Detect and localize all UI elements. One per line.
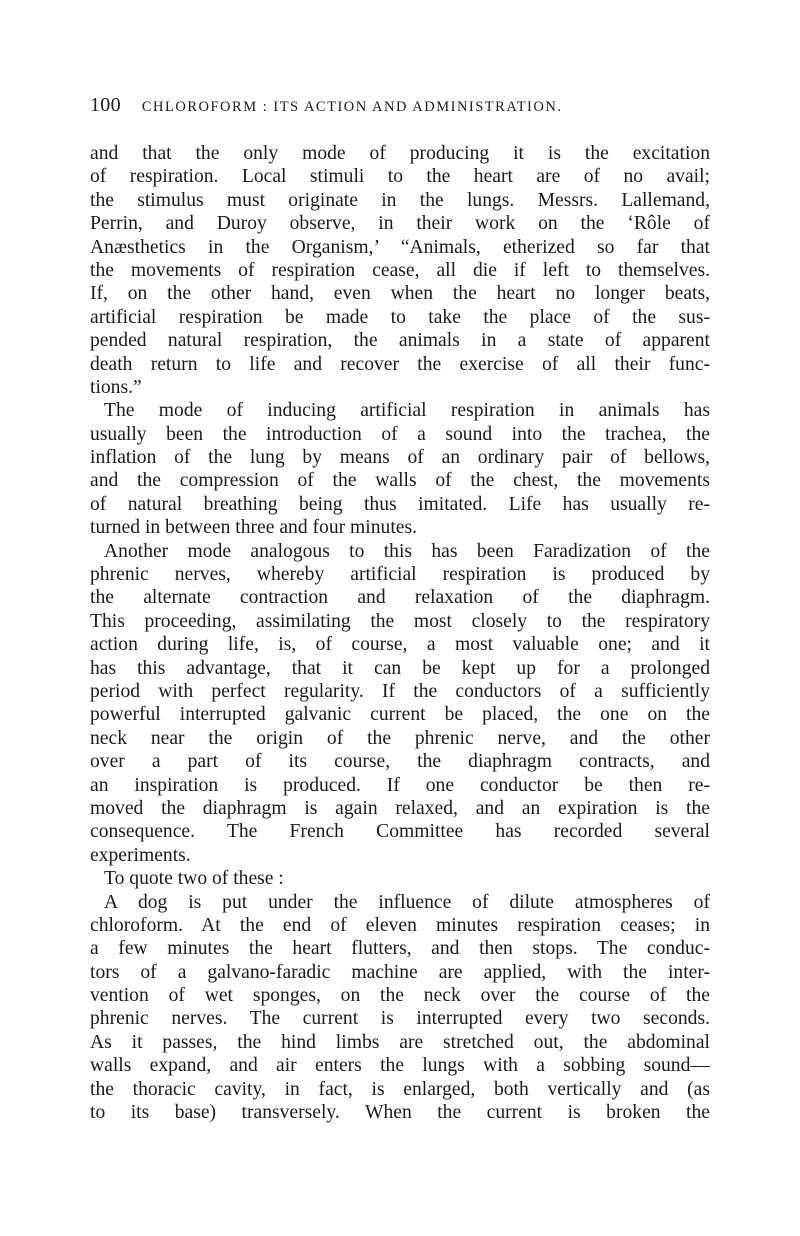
text-line: and that the only mode of producing it is the excitation (90, 143, 710, 164)
text-line: Another mode analogous to this has been Faradization of the (104, 540, 710, 562)
text-line: vention of wet sponges, on the neck over the course of the (90, 985, 710, 1007)
text-line: chloroform. At the end of eleven minutes respiration ceases; in (90, 914, 710, 936)
text-line: neck near the origin of the phrenic nerve, and the other (90, 727, 710, 749)
text-line: and the compression of the walls of the chest, the movements (90, 470, 710, 492)
text-line: experiments. (90, 844, 191, 866)
body-text (90, 142, 710, 1222)
text-line: over a part of its course, the diaphragm contracts, and (90, 751, 710, 773)
text-line: a few minutes the heart flutters, and then stops. The conduc- (90, 938, 710, 960)
text-line: artificial respiration be made to take the place of the sus- (90, 306, 710, 328)
text-line: turned in between three and four minutes. (90, 517, 417, 539)
text-line: walls expand, and air enters the lungs with a sobbing sound— (90, 1055, 710, 1077)
text-line: The mode of inducing artificial respiration in animals has (104, 400, 710, 422)
text-line: action during life, is, of course, a most valuable one; and it (90, 634, 710, 656)
text-line: death return to life and recover the exercise of all their func- (90, 353, 710, 375)
text-line: consequence. The French Committee has recorded several (90, 821, 710, 843)
paragraph-3 (90, 540, 710, 867)
text-line: an inspiration is produced. If one conductor be then re- (90, 774, 710, 796)
text-line: To quote two of these : (104, 868, 284, 890)
text-line: the movements of respiration cease, all die if left to themselves. (90, 259, 710, 281)
text-line: phrenic nerves. The current is interrupted every two seconds. (90, 1008, 710, 1030)
page-number: 100 (90, 94, 121, 116)
text-line: has this advantage, that it can be kept up for a prolonged (90, 657, 710, 679)
text-line: Perrin, and Duroy observe, in their work on the ‘Rôle of (90, 213, 710, 235)
text-line: the alternate contraction and relaxation of the diaphragm. (90, 587, 710, 609)
text-line: phrenic nerves, whereby artificial respiration is produced by (90, 564, 710, 586)
text-line: tors of a galvano-faradic machine are applied, with the inter- (90, 961, 710, 983)
text-line: As it passes, the hind limbs are stretched out, the abdominal (90, 1031, 710, 1053)
text-line: the stimulus must originate in the lungs. Messrs. Lallemand, (90, 189, 710, 211)
text-line: tions.” (90, 376, 142, 398)
text-line: This proceeding, assimilating the most closely to the respiratory (90, 610, 710, 632)
paragraph-1 (90, 142, 710, 399)
text-line: moved the diaphragm is again relaxed, and an expiration is the (90, 797, 710, 819)
text-line: A dog is put under the influence of dilute atmospheres of (104, 891, 710, 913)
text-line: of respiration. Local stimuli to the heart are of no avail; (90, 166, 710, 188)
text-line: inflation of the lung by means of an ordinary pair of bellows, (90, 447, 710, 469)
running-head (90, 92, 710, 118)
text-line: powerful interrupted galvanic current be placed, the one on the (90, 704, 710, 726)
paragraph-2 (90, 399, 710, 539)
text-line: the thoracic cavity, in fact, is enlarged, both vertically and (as (90, 1078, 710, 1100)
text-line: usually been the introduction of a sound into the trachea, the (90, 423, 710, 445)
text-line: to its base) transversely. When the current is broken the (90, 1102, 710, 1124)
text-line: Anæsthetics in the Organism,’ “Animals, etherized so far that (90, 236, 710, 258)
text-line: If, on the other hand, even when the heart no longer beats, (90, 283, 710, 305)
text-line: of natural breathing being thus imitated. Life has usually re- (90, 493, 710, 515)
paragraph-5 (90, 891, 710, 1125)
text-line: pended natural respiration, the animals in a state of apparent (90, 330, 710, 352)
paragraph-4 (90, 867, 710, 890)
running-title: CHLOROFORM : ITS ACTION AND ADMINISTRATION. (141, 99, 563, 115)
text-line: period with perfect regularity. If the conductors of a sufficiently (90, 680, 710, 702)
